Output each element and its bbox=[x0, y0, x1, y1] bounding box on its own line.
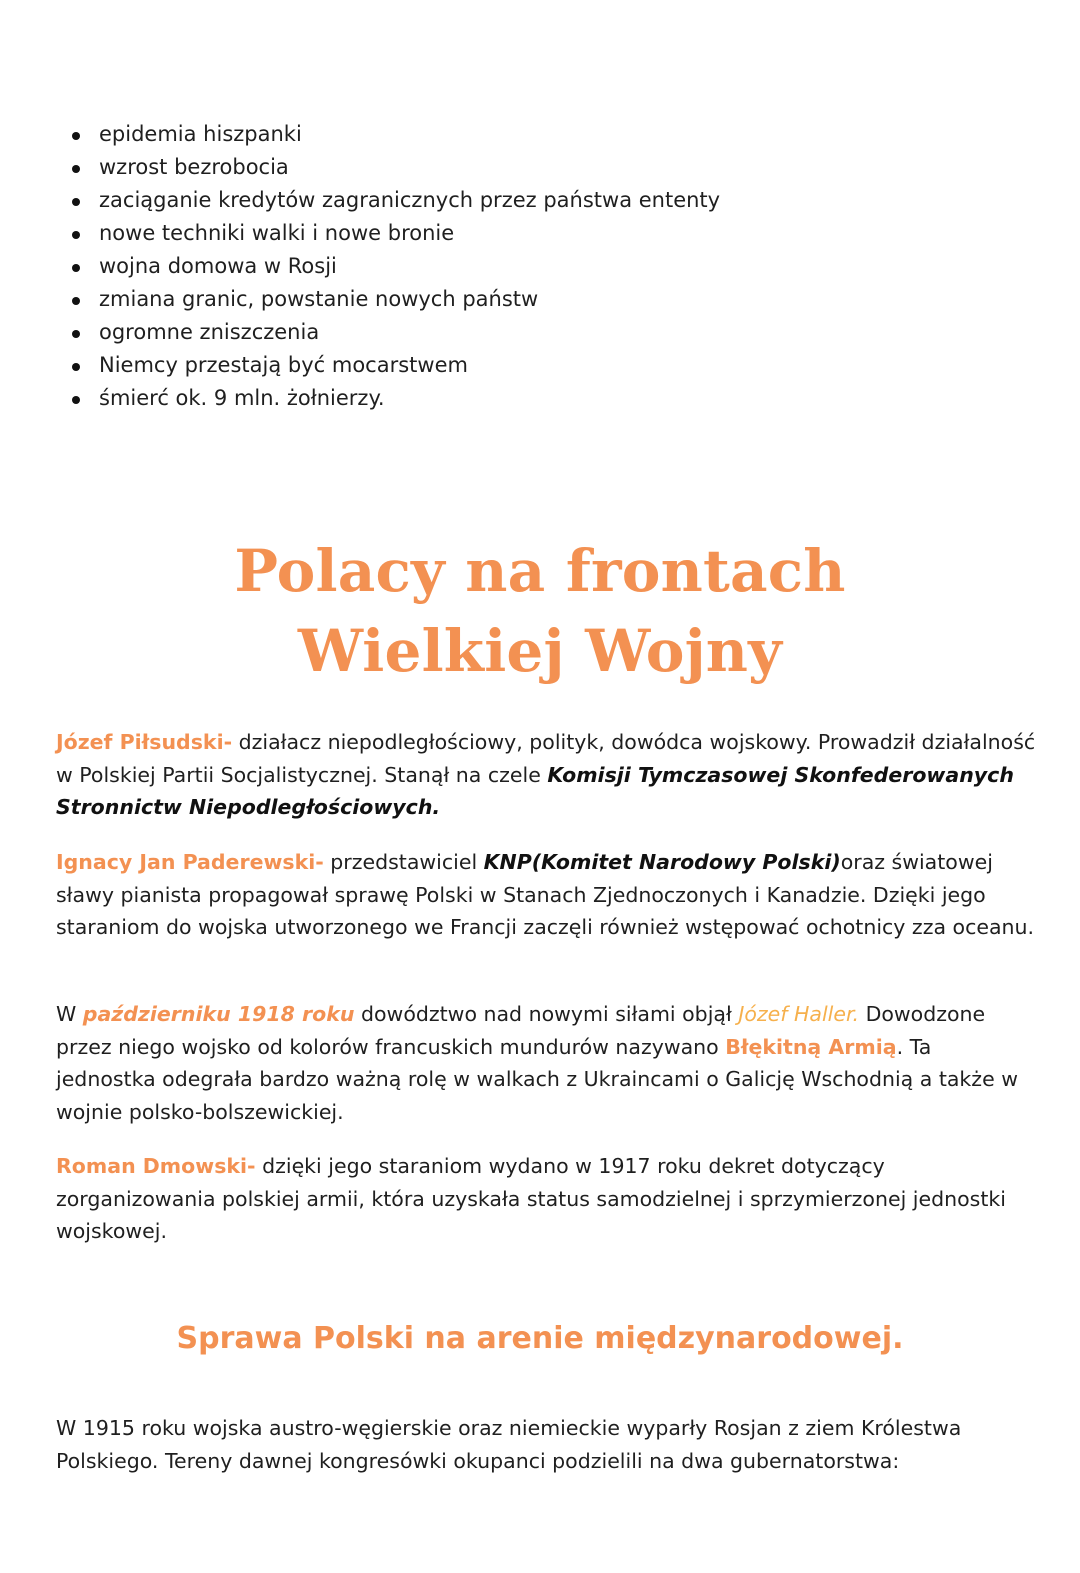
paragraph-text: przedstawiciel bbox=[323, 850, 484, 874]
list-item: wojna domowa w Rosji bbox=[70, 250, 720, 283]
person-name-pilsudski: Józef Piłsudski- bbox=[56, 730, 233, 754]
paragraph-text: działacz niepodległościowy, polityk, dowódca wojskowy. Prowadził działalność w Polskiej Partii Socjalistycznej. Stanął na czele bbox=[56, 730, 1036, 787]
paragraph-text: W bbox=[56, 1002, 83, 1026]
organization-name: Komisji Tymczasowej Skonfederowanych Stronnictw Niepodległościowych. bbox=[56, 762, 1014, 819]
list-item: śmierć ok. 9 mln. żołnierzy. bbox=[70, 382, 720, 415]
list-item: nowe techniki walki i nowe bronie bbox=[70, 217, 720, 250]
organization-name: KNP(Komitet Narodowy Polski) bbox=[483, 850, 841, 874]
list-item: ogromne zniszczenia bbox=[70, 316, 720, 349]
list-item: zmiana granic, powstanie nowych państw bbox=[70, 283, 720, 316]
paragraph-text: . Ta jednostka odegrała bardzo ważną rolę w walkach z Ukraincami o Galicję Wschodnią a także w wojnie polsko-bolszewickiej. bbox=[56, 1034, 1018, 1124]
person-name-dmowski: Roman Dmowski- bbox=[56, 1154, 256, 1178]
paragraph-text: Dowodzone przez niego wojsko od kolorów francuskich mundurów nazywano bbox=[56, 1002, 986, 1059]
list-item: wzrost bezrobocia bbox=[70, 151, 720, 184]
person-name-paderewski: Ignacy Jan Paderewski- bbox=[56, 850, 324, 874]
paragraph-paderewski bbox=[56, 846, 1036, 944]
title-line-2: Wielkiej Wojny bbox=[297, 616, 783, 685]
person-name-haller: Józef Haller. bbox=[738, 1002, 860, 1026]
paragraph-text: oraz światowej sławy pianista propagował sprawę Polski w Stanach Zjednoczonych i Kanadzie. Dzięki jego staraniom do wojska utworzonego we Francji zaczęli również wstępować ochotnicy zza oceanu. bbox=[56, 850, 1035, 939]
title-line-1: Polacy na frontach bbox=[234, 536, 846, 605]
army-name: Błękitną Armią bbox=[725, 1034, 897, 1059]
paragraph-closing: W 1915 roku wojska austro-węgierskie oraz niemieckie wyparły Rosjan z ziem Królestwa Polskiego. Tereny dawnej kongresówki okupanci podzielili na dwa gubernatorstwa: bbox=[56, 1416, 962, 1473]
list-item: epidemia hiszpanki bbox=[70, 118, 720, 151]
section-subtitle: Sprawa Polski na arenie międzynarodowej. bbox=[176, 1320, 904, 1356]
paragraph-dmowski bbox=[56, 1150, 1036, 1248]
list-item: zaciąganie kredytów zagranicznych przez państwa ententy bbox=[70, 184, 720, 217]
paragraph-haller bbox=[56, 998, 1036, 1128]
date-highlight: październiku 1918 roku bbox=[82, 1002, 355, 1026]
page-title bbox=[0, 531, 1080, 691]
paragraph-text: dowództwo nad nowymi siłami objął bbox=[354, 1002, 739, 1026]
paragraph-text: dzięki jego staraniom wydano w 1917 roku dekret dotyczący zorganizowania polskiej armii, która uzyskała status samodzielnej i sprzymierzonej jednostki wojskowej. bbox=[56, 1154, 1006, 1243]
list-item: Niemcy przestają być mocarstwem bbox=[70, 349, 720, 382]
consequences-list bbox=[70, 118, 720, 415]
paragraph-pilsudski bbox=[56, 726, 1036, 824]
